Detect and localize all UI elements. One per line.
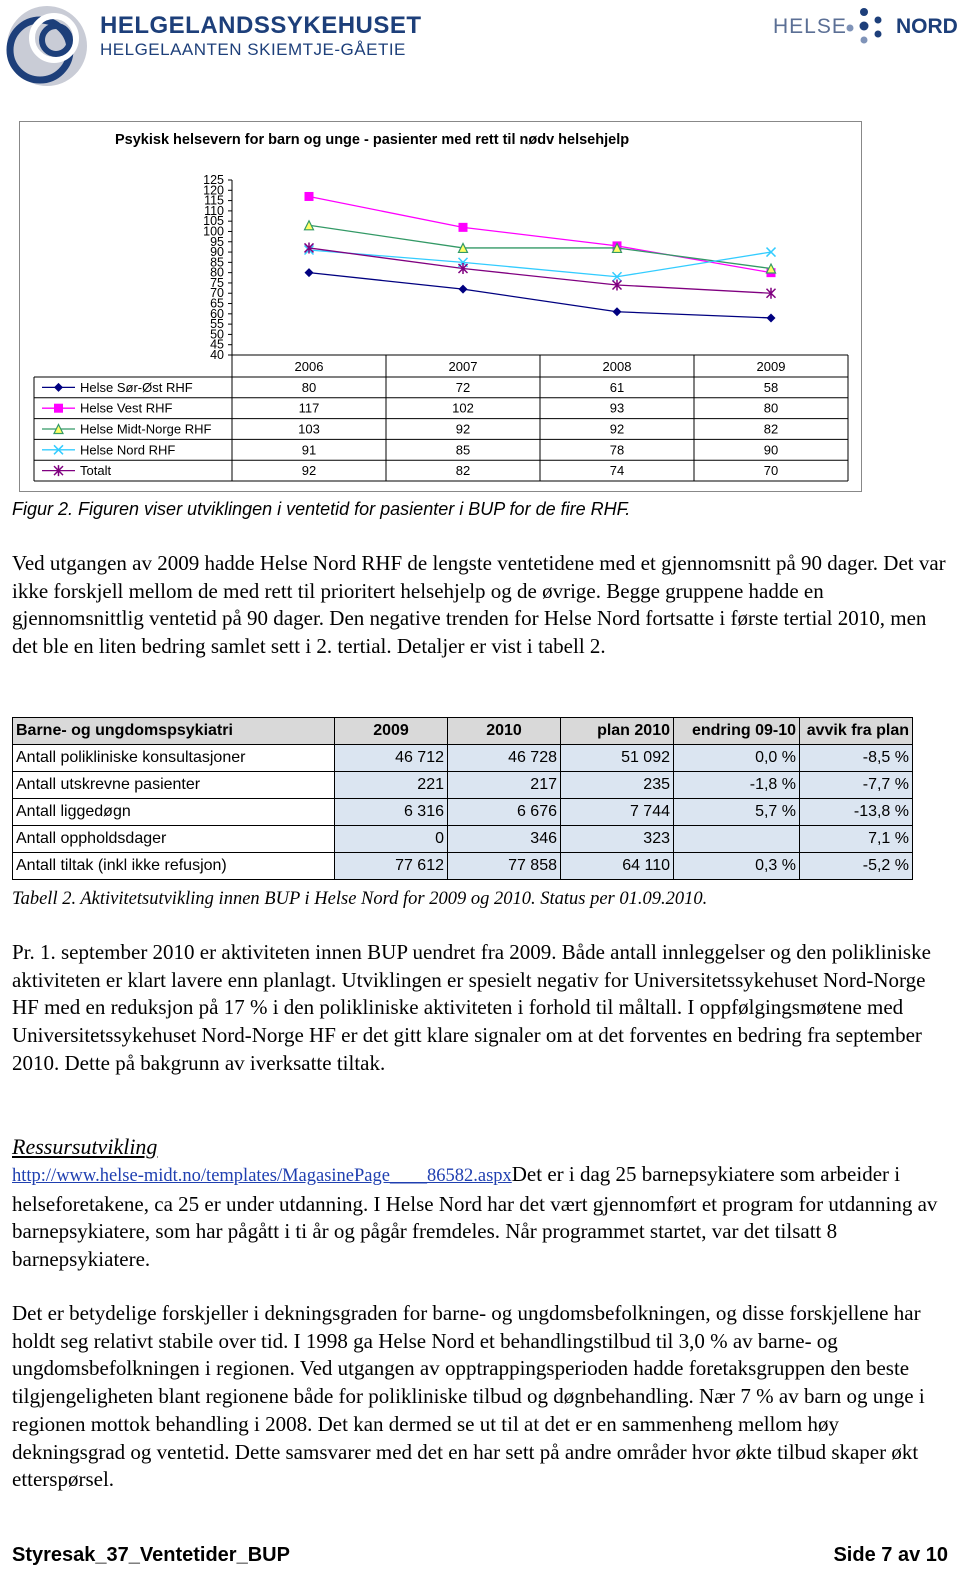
table-header: plan 2010 [561, 718, 674, 745]
table-cell [674, 826, 800, 853]
legend-label: Helse Vest RHF [80, 400, 173, 416]
y-tick-label: 75 [210, 275, 224, 290]
x-tick-label: 2006 [294, 359, 324, 374]
helse-nord-dots-icon [842, 6, 890, 46]
table-cell: 77 858 [448, 853, 561, 880]
table-header-row [13, 718, 913, 745]
data-label: 92 [609, 421, 625, 437]
data-label: 80 [763, 400, 779, 416]
y-tick-label: 40 [210, 348, 224, 362]
y-tick-label: 100 [203, 224, 224, 239]
series-line [309, 250, 771, 277]
helgelandssykehuset-logo-icon [4, 4, 90, 88]
y-tick-label: 115 [204, 193, 224, 208]
table-cell: 51 092 [561, 745, 674, 772]
data-point [305, 192, 314, 201]
table-caption: Tabell 2. Aktivitetsutvikling innen BUP i Helse Nord for 2009 og 2010. Status per 01.09.2010. [12, 889, 708, 909]
table-cell: -7,7 % [800, 772, 913, 799]
data-point [459, 285, 468, 294]
y-tick-label: 85 [210, 255, 224, 270]
data-label: 91 [301, 442, 317, 458]
data-label: 93 [609, 400, 625, 416]
paragraph-ventetid: Ved utgangen av 2009 hadde Helse Nord RHF de lengste ventetidene med et gjennomsnitt på 90 dager. Det var ikke forskjell mellom de med rett til prioritert helsehjelp og de øvrige. Begge gruppene hadde en gjennomsnittlig ventetid på 90 dager. Den negative trenden for Helse Nord fortsatte i første tertial 2010, men det ble en liten bedring samlet sett i 2. tertial. Detaljer er vist i tabell 2. [12, 551, 946, 659]
table-header: 2009 [335, 718, 448, 745]
y-tick-label: 120 [203, 183, 224, 198]
footer-page-number: Side 7 av 10 [833, 1544, 948, 1566]
data-label: 82 [763, 421, 779, 437]
helse-midt-link[interactable]: http://www.helse-midt.no/templates/MagasinePage____86582.aspx [12, 1166, 512, 1186]
table-cell: 6 676 [448, 799, 561, 826]
table-header: 2010 [448, 718, 561, 745]
y-tick-label: 80 [210, 265, 224, 280]
table-cell: 77 612 [335, 853, 448, 880]
data-label: 102 [452, 400, 474, 416]
data-label: 85 [455, 442, 471, 458]
data-point [305, 268, 314, 277]
table-cell: Antall liggedøgn [13, 799, 335, 826]
table-cell: 235 [561, 772, 674, 799]
table-row [13, 745, 913, 772]
data-label: 92 [455, 421, 471, 437]
series-line [309, 248, 771, 293]
y-tick-label: 55 [210, 317, 224, 332]
table-cell: Antall tiltak (inkl ikke refusjon) [13, 853, 335, 880]
paragraph-dekningsgrad: Det er betydelige forskjeller i dekningsgraden for barne- og ungdomsbefolkningen, og disse forskjellene har holdt seg relativt stabile over tid. I 1998 ga Helse Nord et behandlingstilbud til 3,0 % av barne- og ungdomsbefolkningen i regionen. Ved utgangen av opptrappingsperioden hadde foretaksgruppen den beste tilgjengeligheten blant regionene både for polikliniske tilbud og døgnbehandling. Nær 7 % av barn og unge i regionen mottok behandling i 2008. Det kan dermed se ut til at det er en sammenheng mellom høy dekningsgrad og ventetid. Dette samsvarer med det en har sett på andre områder hvor økte tilbud skaper økt etterspørsel. [12, 1301, 925, 1492]
table-cell: 346 [448, 826, 561, 853]
y-tick-label: 45 [210, 337, 224, 352]
org-subtitle: HELGELAANTEN SKIEMTJE-GÅETIE [100, 40, 406, 59]
data-point [767, 313, 776, 322]
data-label: 92 [301, 463, 317, 479]
data-label: 82 [455, 463, 471, 479]
table-cell: 0 [335, 826, 448, 853]
y-tick-label: 70 [210, 286, 224, 301]
data-label: 70 [763, 463, 779, 479]
y-tick-label: 105 [203, 214, 224, 229]
table-header: Barne- og ungdomspsykiatri [13, 718, 335, 745]
data-point [613, 307, 622, 316]
chart-title: Psykisk helsevern for barn og unge - pasienter med rett til nødv helsehjelp [115, 132, 630, 148]
legend-marker [54, 404, 63, 413]
chart-container [19, 121, 862, 492]
table-cell: 6 316 [335, 799, 448, 826]
paragraph-ressurs [12, 1161, 952, 1274]
data-label: 58 [763, 379, 779, 395]
series-line [309, 225, 771, 268]
page-header [0, 0, 960, 95]
series-line [309, 273, 771, 318]
x-tick-label: 2009 [756, 359, 786, 374]
figure-caption: Figur 2. Figuren viser utviklingen i ventetid for pasienter i BUP for de fire RHF. [12, 499, 631, 519]
data-label: 103 [298, 421, 320, 437]
table-cell: 0,3 % [674, 853, 800, 880]
y-tick-label: 65 [210, 296, 224, 311]
series-line [309, 196, 771, 272]
table-cell: 5,7 % [674, 799, 800, 826]
table-cell: Antall utskrevne pasienter [13, 772, 335, 799]
table-cell: 0,0 % [674, 745, 800, 772]
data-label: 74 [609, 463, 625, 479]
data-label: 80 [301, 379, 317, 395]
table-cell: -8,5 % [800, 745, 913, 772]
legend-label: Helse Nord RHF [80, 442, 176, 458]
table-cell: 46 712 [335, 745, 448, 772]
table-cell: 7,1 % [800, 826, 913, 853]
table-cell: 7 744 [561, 799, 674, 826]
table-cell: 64 110 [561, 853, 674, 880]
table-row [13, 853, 913, 880]
table-cell: -13,8 % [800, 799, 913, 826]
y-tick-label: 90 [210, 245, 224, 260]
table-cell: 46 728 [448, 745, 561, 772]
data-point [459, 223, 468, 232]
table-row [13, 799, 913, 826]
y-tick-label: 50 [210, 327, 224, 342]
y-tick-label: 60 [210, 306, 224, 321]
legend-marker [54, 383, 63, 392]
brand-helse: HELSE [773, 15, 847, 38]
table-cell: Antall polikliniske konsultasjoner [13, 745, 335, 772]
table-row [13, 826, 913, 853]
table-cell: -5,2 % [800, 853, 913, 880]
legend-label: Totalt [80, 463, 112, 479]
line-chart [20, 122, 861, 491]
y-tick-label: 95 [210, 234, 224, 249]
table-cell: 221 [335, 772, 448, 799]
data-label: 61 [609, 379, 625, 395]
paragraph-aktivitet: Pr. 1. september 2010 er aktiviteten innen BUP uendret fra 2009. Både antall innleggelser og den polikliniske aktiviteten er klart lavere enn planlagt. Utviklingen er spesielt negativ for Universitetssykehuset Nord-Norge HF med en reduksjon på 17 % i den polikliniske aktiviteten i forhold til måltall. I oppfølgingsmøtene med Universitetssykehuset Nord-Norge HF er det gitt klare signaler om at det forventes en bedring fra september 2010. Dette på bakgrunn av iverksatte tiltak. [12, 940, 931, 1075]
x-tick-label: 2007 [448, 359, 478, 374]
table-header: endring 09-10 [674, 718, 800, 745]
x-tick-label: 2008 [602, 359, 632, 374]
table-cell: 217 [448, 772, 561, 799]
activity-table [12, 717, 913, 880]
legend-label: Helse Midt-Norge RHF [80, 421, 212, 437]
table-row [13, 772, 913, 799]
legend-label: Helse Sør-Øst RHF [80, 379, 193, 395]
y-tick-label: 110 [204, 203, 224, 218]
org-name: HELGELANDSSYKEHUSET [100, 12, 422, 39]
y-tick-label: 125 [203, 173, 224, 187]
footer-document-name: Styresak_37_Ventetider_BUP [12, 1544, 290, 1566]
brand-nord: NORD [896, 15, 958, 38]
data-label: 117 [298, 400, 320, 416]
table-cell: -1,8 % [674, 772, 800, 799]
table-cell: Antall oppholdsdager [13, 826, 335, 853]
data-label: 72 [455, 379, 471, 395]
paragraph-ressurs-text: Det er i dag 25 barnepsykiatere som arbeider i helseforetakene, ca 25 er under utdanning. I Helse Nord har det vært gjennomført et program for utdanning av barnepsykiatere, som har pågått i ti år og pågår fremdeles. Når programmet startet, var det tilsatt 8 barnepsykiatere. [12, 1162, 938, 1272]
section-heading: Ressursutvikling [12, 1134, 158, 1159]
table-cell: 323 [561, 826, 674, 853]
table-header: avvik fra plan [800, 718, 913, 745]
data-label: 90 [763, 442, 779, 458]
data-label: 78 [609, 442, 625, 458]
